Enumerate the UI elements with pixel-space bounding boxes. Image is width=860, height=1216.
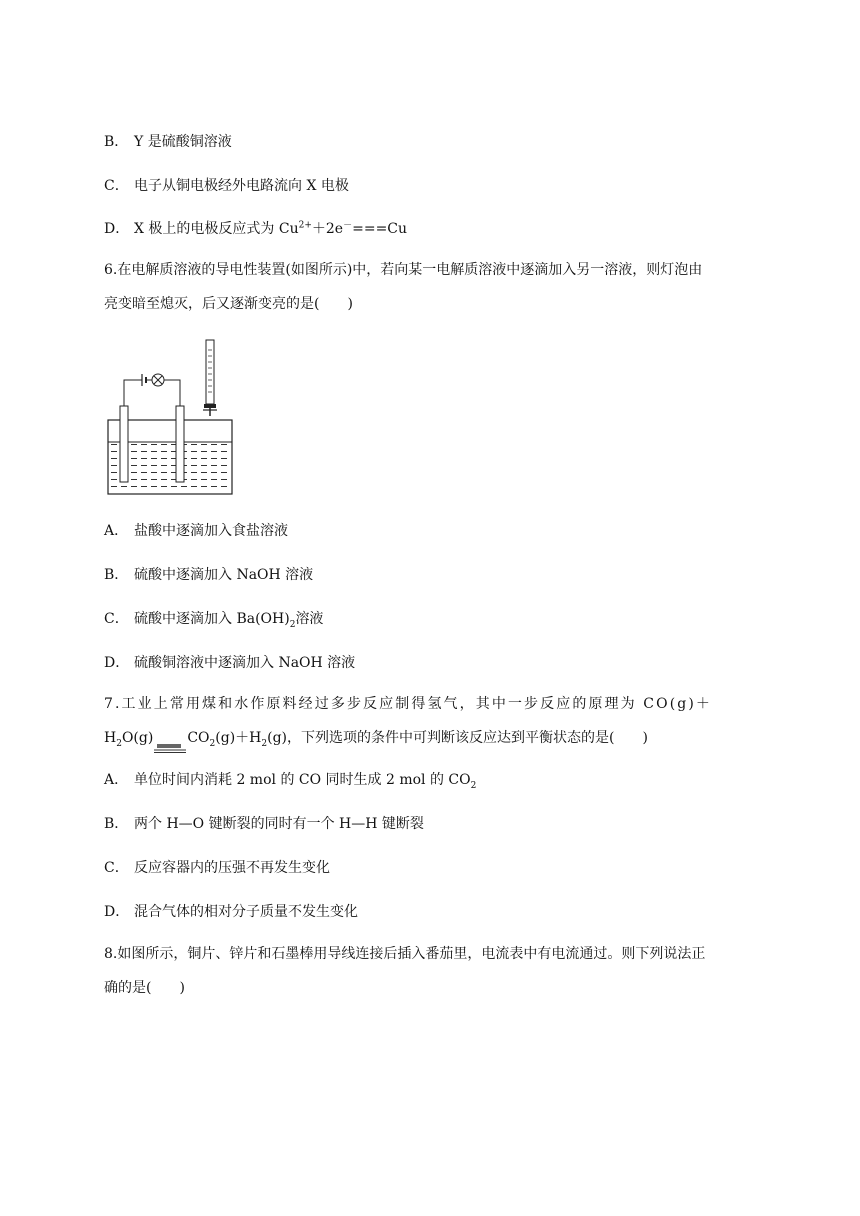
option-letter: C．	[104, 178, 129, 194]
q7-option-b	[104, 814, 424, 834]
option-letter: D．	[104, 904, 130, 920]
q7-stem	[104, 687, 759, 755]
option-letter: B．	[104, 816, 129, 832]
option-text-before: 单位时间内消耗 2 mol 的 CO 同时生成 2 mol 的 CO	[134, 772, 471, 788]
option-text-before: X 极上的电极反应式为 Cu	[134, 221, 299, 237]
electrode-left	[120, 406, 128, 482]
option-letter: B．	[104, 134, 129, 150]
option-letter: B．	[104, 567, 129, 583]
q7-stem-line1: 7.工业上常用煤和水作原料经过多步反应制得氢气，其中一步反应的原理为 CO(g)＋	[104, 696, 712, 712]
catalyst-equilibrium-arrow-icon	[153, 733, 187, 743]
option-text: 两个 H—O 键断裂的同时有一个 H—H 键断裂	[134, 816, 424, 832]
q6-option-d	[104, 653, 355, 673]
burette	[206, 340, 214, 404]
superscript: 2+	[298, 220, 312, 231]
option-text: 硫酸铜溶液中逐滴加入 NaOH 溶液	[134, 655, 356, 671]
q6-stem-line1: 6.在电解质溶液的导电性装置(如图所示)中，若向某一电解质溶液中逐滴加入另一溶液，则灯泡由	[104, 262, 703, 278]
q5-option-d	[104, 219, 407, 239]
q7-option-d	[104, 902, 358, 922]
q5-option-b	[104, 132, 232, 152]
superscript: －	[343, 220, 353, 231]
option-letter: C．	[104, 860, 129, 876]
q8-stem-line2: 确的是( )	[104, 980, 185, 996]
q5-option-c	[104, 176, 349, 196]
q6-stem-line2: 亮变暗至熄灭，后又逐渐变亮的是( )	[104, 296, 353, 312]
q7-stem-line2: $H_2O(g)$ $CO_2(g)+H_2(g)$，下列选项的条件中可判断该反应达到平衡状态的是( )	[104, 730, 648, 749]
q6-option-c	[104, 609, 323, 629]
option-text: 盐酸中逐滴加入食盐溶液	[134, 523, 288, 539]
q7-option-c	[104, 858, 330, 878]
option-text-mid: ＋2e	[311, 221, 344, 237]
option-text: 电子从铜电极经外电路流向 X 电极	[134, 178, 349, 194]
option-text-before: 硫酸中逐滴加入 Ba(OH)	[134, 611, 290, 627]
option-text-after: 溶液	[295, 611, 324, 627]
q7-option-a	[104, 770, 476, 790]
q8-stem	[104, 937, 759, 1005]
q6-option-b	[104, 565, 313, 585]
q6-stem	[104, 253, 759, 321]
q8-stem-line1: 8.如图所示，铜片、锌片和石墨棒用导线连接后插入番茄里，电流表中有电流通过。则下列说法正	[104, 946, 706, 962]
option-text: Y 是硫酸铜溶液	[134, 134, 232, 150]
option-letter: D．	[104, 221, 130, 237]
option-letter: D．	[104, 655, 130, 671]
option-letter: A．	[104, 523, 129, 539]
conductivity-apparatus-figure	[100, 336, 240, 498]
subscript: 2	[289, 619, 296, 630]
option-text: 混合气体的相对分子质量不发生变化	[134, 904, 358, 920]
option-text-after: ===Cu	[352, 221, 408, 237]
option-letter: C．	[104, 611, 129, 627]
option-letter: A．	[104, 772, 129, 788]
option-text: 反应容器内的压强不再发生变化	[134, 860, 330, 876]
electrode-right	[176, 406, 184, 482]
option-text: 硫酸中逐滴加入 NaOH 溶液	[134, 567, 314, 583]
subscript: 2	[470, 780, 477, 791]
q6-option-a	[104, 521, 288, 541]
